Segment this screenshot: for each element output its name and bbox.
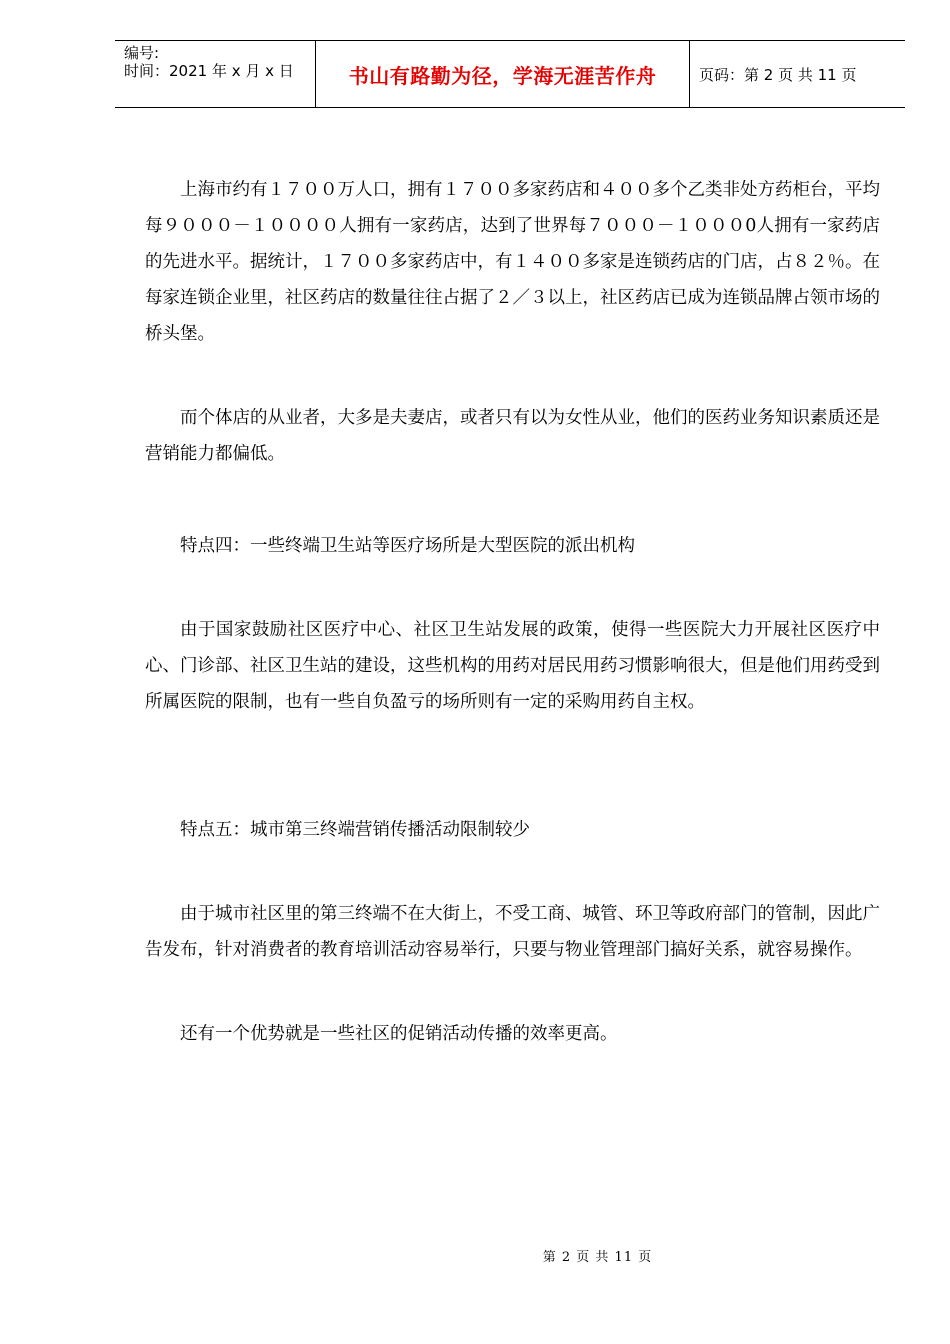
paragraph-pharmacy-stats: 上海市约有１７００万人口，拥有１７００多家药店和４００多个乙类非处方药柜台，平均每９０００－１００００人拥有一家药店，达到了世界每７０００－１０００0人拥有一家药店的先进水平。据统计，１７００多家药店中，有１４００多家是连锁药店的门店，占８２％。在每家连锁企业里，社区药店的数量往往占据了２／３以上，社区药店已成为连锁品牌占领市场的桥头堡。 xyxy=(145,180,880,344)
page-header xyxy=(115,40,905,108)
paragraph-promotion-efficiency: 还有一个优势就是一些社区的促销活动传播的效率更高。 xyxy=(180,1024,618,1044)
heading-feature-four: 特点四：一些终端卫生站等医疗场所是大型医院的派出机构 xyxy=(180,536,635,556)
page-footer xyxy=(0,1246,950,1265)
paragraph-community-clinics: 由于国家鼓励社区医疗中心、社区卫生站发展的政策，使得一些医院大力开展社区医疗中心、门诊部、社区卫生站的建设，这些机构的用药对居民用药习惯影响很大，但是他们用药受到所属医院的限制，也有一些自负盈亏的场所则有一定的采购用药自主权。 xyxy=(145,620,880,712)
heading-feature-five: 特点五：城市第三终端营销传播活动限制较少 xyxy=(180,820,530,840)
document-date: 时间：2021 年 x 月 x 日 xyxy=(124,62,294,80)
document-number-label: 编号: xyxy=(124,44,160,62)
header-meta xyxy=(115,41,316,107)
header-page-info: 页码：第 2 页 共 11 页 xyxy=(699,65,857,84)
document-body xyxy=(145,172,880,1052)
footer-page-number: 第 2 页 共 11 页 xyxy=(542,1250,653,1265)
paragraph-individual-stores: 而个体店的从业者，大多是夫妻店，或者只有以为女性从业，他们的医药业务知识素质还是营销能力都偏低。 xyxy=(145,408,880,464)
paragraph-marketing-limits: 由于城市社区里的第三终端不在大街上，不受工商、城管、环卫等政府部门的管制，因此广告发布，针对消费者的教育培训活动容易举行，只要与物业管理部门搞好关系，就容易操作。 xyxy=(145,904,880,960)
header-motto: 书山有路勤为径，学海无涯苦作舟 xyxy=(316,41,690,107)
